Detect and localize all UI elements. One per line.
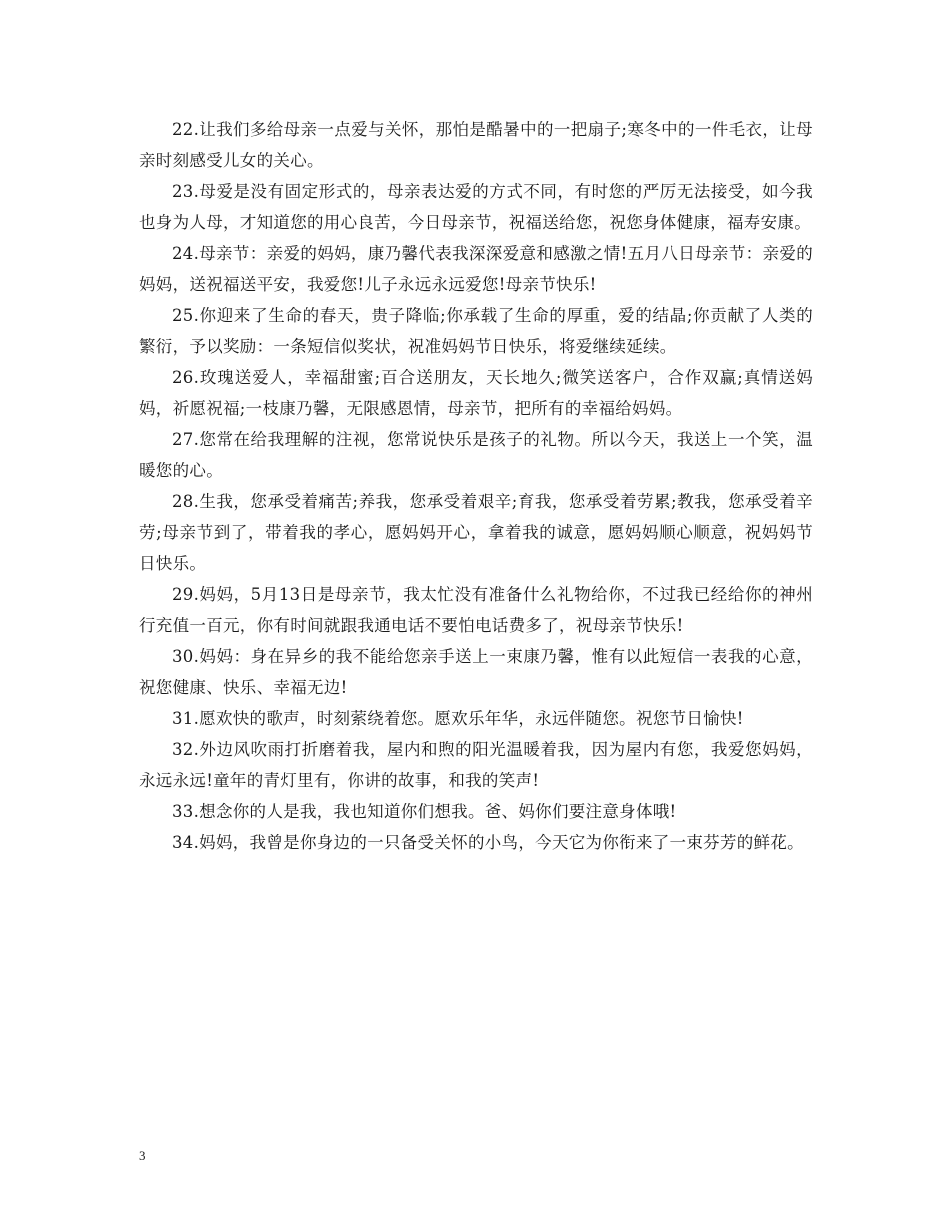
paragraph-24: 24.母亲节：亲爱的妈妈，康乃馨代表我深深爱意和感激之情!五月八日母亲节：亲爱的妈妈，送祝福送平安，我爱您!儿子永远永远爱您!母亲节快乐! xyxy=(139,244,813,294)
paragraph-23: 23.母爱是没有固定形式的，母亲表达爱的方式不同，有时您的严厉无法接受，如今我也身为人母，才知道您的用心良苦，今日母亲节，祝福送给您，祝您身体健康，福寿安康。 xyxy=(139,182,813,232)
paragraph-33: 33.想念你的人是我，我也知道你们想我。爸、妈你们要注意身体哦! xyxy=(172,802,677,821)
paragraph-30: 30.妈妈：身在异乡的我不能给您亲手送上一束康乃馨，惟有以此短信一表我的心意，祝您健康、快乐、幸福无边! xyxy=(139,647,813,697)
paragraph-31: 31.愿欢快的歌声，时刻萦绕着您。愿欢乐年华，永远伴随您。祝您节日愉快! xyxy=(172,709,744,728)
paragraph-27: 27.您常在给我理解的注视，您常说快乐是孩子的礼物。所以今天，我送上一个笑，温暖您的心。 xyxy=(139,430,813,480)
paragraph-22: 22.让我们多给母亲一点爱与关怀，那怕是酷暑中的一把扇子;寒冬中的一件毛衣，让母亲时刻感受儿女的关心。 xyxy=(139,120,813,170)
paragraph-29: 29.妈妈，5月13日是母亲节，我太忙没有准备什么礼物给你，不过我已经给你的神州行充值一百元，你有时间就跟我通电话不要怕电话费多了，祝母亲节快乐! xyxy=(139,585,813,635)
page-number: 3 xyxy=(139,1148,146,1163)
paragraph-34: 34.妈妈，我曾是你身边的一只备受关怀的小鸟，今天它为你衔来了一束芬芳的鲜花。 xyxy=(172,833,804,852)
paragraph-28: 28.生我，您承受着痛苦;养我，您承受着艰辛;育我，您承受着劳累;教我，您承受着辛劳;母亲节到了，带着我的孝心，愿妈妈开心，拿着我的诚意，愿妈妈顺心顺意，祝妈妈节日快乐。 xyxy=(139,492,813,573)
paragraph-26: 26.玫瑰送爱人，幸福甜蜜;百合送朋友，天长地久;微笑送客户，合作双赢;真情送妈妈，祈愿祝福;一枝康乃馨，无限感恩情，母亲节，把所有的幸福给妈妈。 xyxy=(139,368,813,418)
paragraph-32: 32.外边风吹雨打折磨着我，屋内和煦的阳光温暖着我，因为屋内有您，我爱您妈妈，永远永远!童年的青灯里有，你讲的故事，和我的笑声! xyxy=(139,740,813,790)
document-body xyxy=(139,114,813,858)
paragraph-25: 25.你迎来了生命的春天，贵子降临;你承载了生命的厚重，爱的结晶;你贡献了人类的繁衍，予以奖励：一条短信似奖状，祝准妈妈节日快乐，将爱继续延续。 xyxy=(139,306,813,356)
